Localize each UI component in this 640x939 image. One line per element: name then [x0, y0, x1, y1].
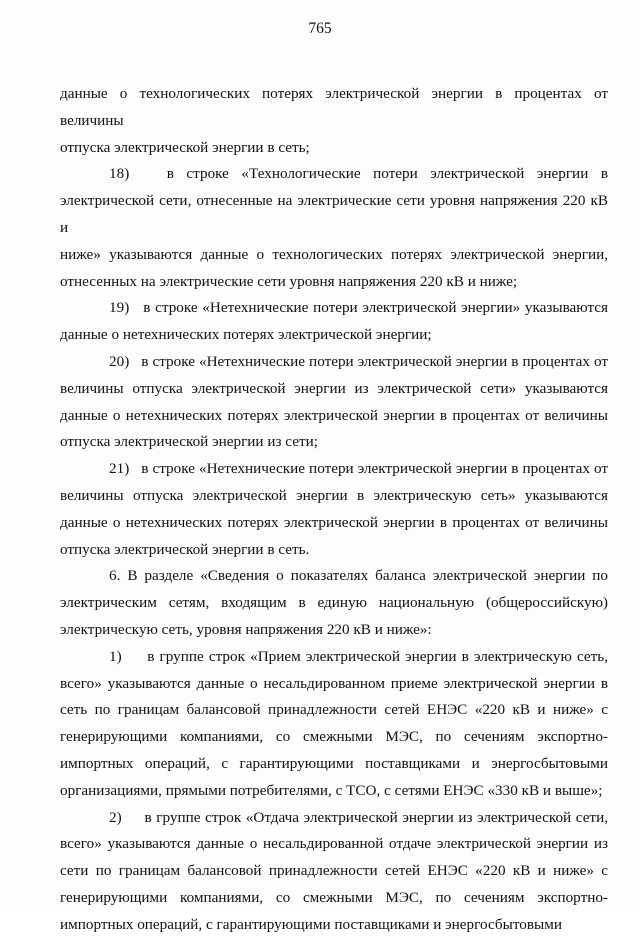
paragraph-6-line-4: импортных операций, с гарантирующими поставщиками и энергосбытовыми: [60, 754, 608, 772]
paragraph-4-line-1: величины отпуска электрической энергии в электрическую сеть» указываются: [60, 486, 608, 504]
paragraph-5-line-2: электрическую сеть, уровня напряжения 220 кВ и ниже»:: [60, 620, 432, 638]
paragraph-4-line-0: 21) в строке «Нетехнические потери электрической энергии в процентах от: [109, 460, 608, 478]
paragraph-6-line-5: организациями, прямыми потребителями, с ТСО, с сетями ЕНЭС «330 кВ и выше»;: [60, 781, 603, 799]
paragraph-5-line-0: 6. В разделе «Сведения о показателях баланса электрической энергии по: [109, 567, 608, 585]
paragraph-4-line-3: отпуска электрической энергии в сеть.: [60, 540, 310, 558]
paragraph-3-line-1: величины отпуска электрической энергии из электрической сети» указываются: [60, 379, 608, 397]
paragraph-7-line-4: импортных операций, с гарантирующими поставщиками и энергосбытовыми: [60, 915, 562, 933]
paragraph-2-line-0: 19) в строке «Нетехнические потери электрической энергии» указываются: [109, 299, 608, 317]
paragraph-5-line-1: электрическим сетям, входящим в единую национальную (общероссийскую): [60, 594, 608, 612]
paragraph-1-line-1: электрической сети, отнесенные на электрические сети уровня напряжения 220 кВ и: [60, 192, 608, 236]
paragraph-1-line-2: ниже» указываются данные о технологических потерях электрической энергии,: [60, 245, 608, 263]
paragraph-1-line-3: отнесенных на электрические сети уровня напряжения 220 кВ и ниже;: [60, 272, 518, 290]
page-number: 765: [308, 20, 332, 37]
paragraph-6-line-2: сеть по границам балансовой принадлежности сетей ЕНЭС «220 кВ и ниже» с: [60, 701, 608, 719]
paragraph-7-line-2: сети по границам балансовой принадлежности сетей ЕНЭС «220 кВ и ниже» с: [60, 862, 608, 880]
paragraph-3-line-0: 20) в строке «Нетехнические потери электрической энергии в процентах от: [109, 352, 608, 370]
paragraph-7-line-3: генерирующими компаниями, со смежными МЭС, по сечениям экспортно-: [60, 888, 608, 906]
paragraph-6-line-3: генерирующими компаниями, со смежными МЭС, по сечениям экспортно-: [60, 728, 608, 746]
paragraph-7-line-0: 2) в группе строк «Отдача электрической энергии из электрической сети,: [109, 808, 608, 826]
paragraph-6-line-0: 1) в группе строк «Прием электрической энергии в электрическую сеть,: [109, 647, 608, 665]
document-body: [60, 81, 608, 939]
paragraph-4-line-2: данные о нетехнических потерях электрической энергии в процентах от величины: [60, 513, 608, 531]
paragraph-7-line-1: всего» указываются данные о несальдированной отдаче электрической энергии из: [60, 835, 608, 853]
paragraph-0-line-1: отпуска электрической энергии в сеть;: [60, 138, 310, 156]
paragraph-1-line-0: 18) в строке «Технологические потери электрической энергии в: [109, 165, 608, 183]
paragraph-3-line-3: отпуска электрической энергии из сети;: [60, 433, 318, 451]
paragraph-0-line-0: данные о технологических потерях электрической энергии в процентах от величины: [60, 85, 608, 129]
paragraph-3-line-2: данные о нетехнических потерях электрической энергии в процентах от величины: [60, 406, 608, 424]
paragraph-6-line-1: всего» указываются данные о несальдированном приеме электрической энергии в: [60, 674, 608, 692]
paragraph-2-line-1: данные о нетехнических потерях электрической энергии;: [60, 326, 432, 344]
